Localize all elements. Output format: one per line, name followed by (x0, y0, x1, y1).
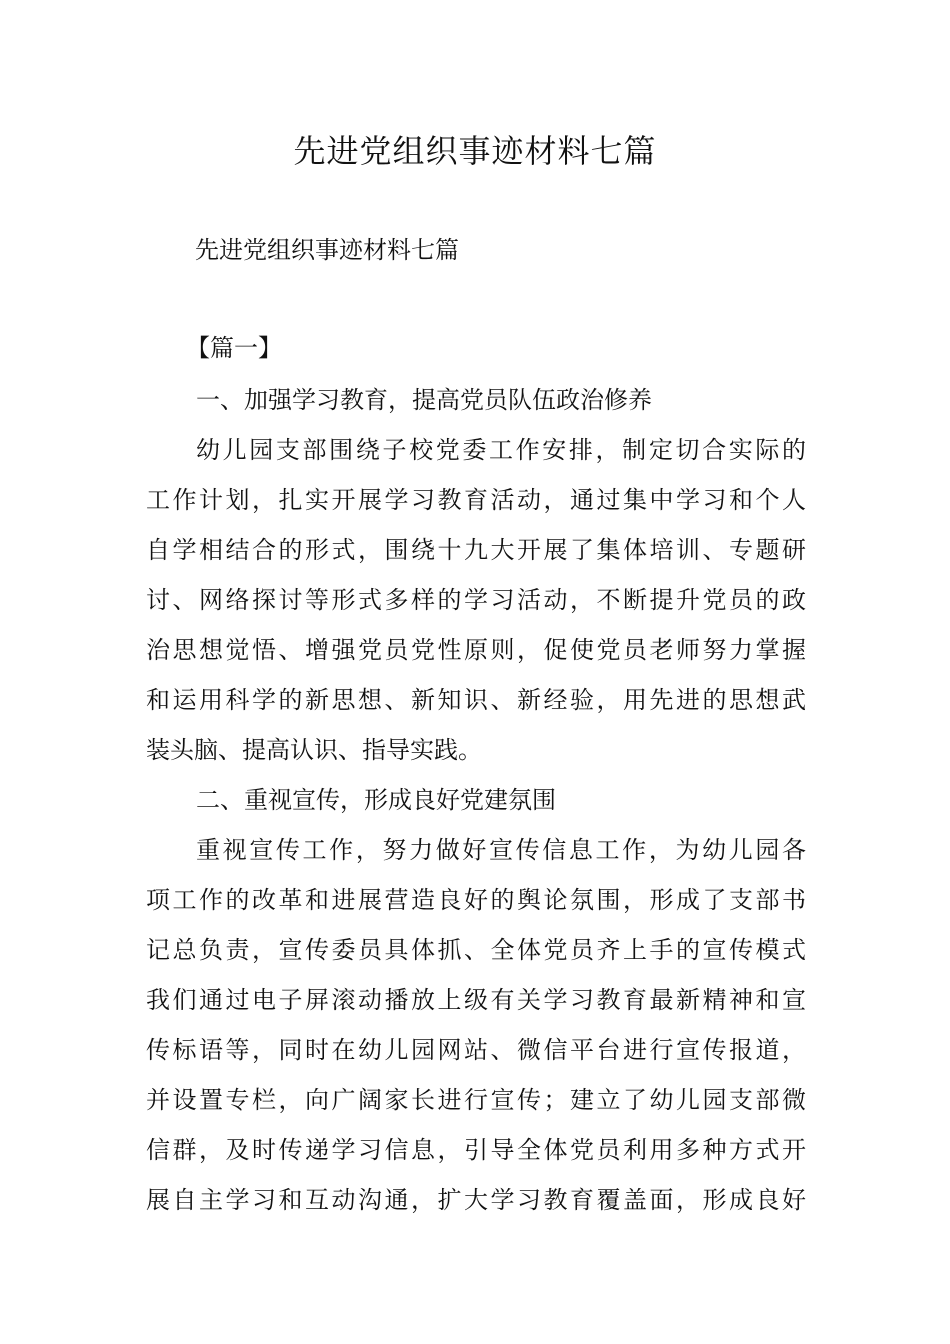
paragraph-line: 治思想觉悟、增强党员党性原则，促使党员老师努力掌握 (146, 636, 806, 664)
paragraph-line: 和运用科学的新思想、新知识、新经验，用先进的思想武 (146, 686, 806, 714)
paragraph-line: 自学相结合的形式，围绕十九大开展了集体培训、专题研 (146, 536, 806, 564)
paragraph-line: 工作计划，扎实开展学习教育活动，通过集中学习和个人 (146, 486, 806, 514)
section-heading-part-one: 【篇一】 (186, 334, 282, 362)
heading-line-two: 二、重视宣传，形成良好党建氛围 (196, 786, 556, 814)
paragraph-line: 信群，及时传递学习信息，引导全体党员利用多种方式开 (146, 1136, 806, 1164)
paragraph-line: 展自主学习和互动沟通，扩大学习教育覆盖面，形成良好 (146, 1186, 806, 1214)
body-text (146, 375, 806, 1225)
paragraph-line: 项工作的改革和进展营造良好的舆论氛围，形成了支部书 (146, 886, 806, 914)
heading-line-one: 一、加强学习教育，提高党员队伍政治修养 (196, 386, 652, 414)
paragraph-line: 重视宣传工作，努力做好宣传信息工作，为幼儿园各 (196, 836, 806, 864)
document-title: 先进党组织事迹材料七篇 (293, 132, 657, 170)
document-subtitle: 先进党组织事迹材料七篇 (195, 236, 459, 264)
paragraph-line: 我们通过电子屏滚动播放上级有关学习教育最新精神和宣 (146, 986, 806, 1014)
paragraph-line: 并设置专栏，向广阔家长进行宣传；建立了幼儿园支部微 (146, 1086, 806, 1114)
paragraph-line: 传标语等，同时在幼儿园网站、微信平台进行宣传报道， (146, 1036, 806, 1064)
paragraph-line: 幼儿园支部围绕子校党委工作安排，制定切合实际的 (196, 436, 806, 464)
paragraph-line: 装头脑、提高认识、指导实践。 (146, 736, 482, 764)
paragraph-line: 记总负责，宣传委员具体抓、全体党员齐上手的宣传模式 (146, 936, 806, 964)
paragraph-line: 讨、网络探讨等形式多样的学习活动，不断提升党员的政 (146, 586, 806, 614)
